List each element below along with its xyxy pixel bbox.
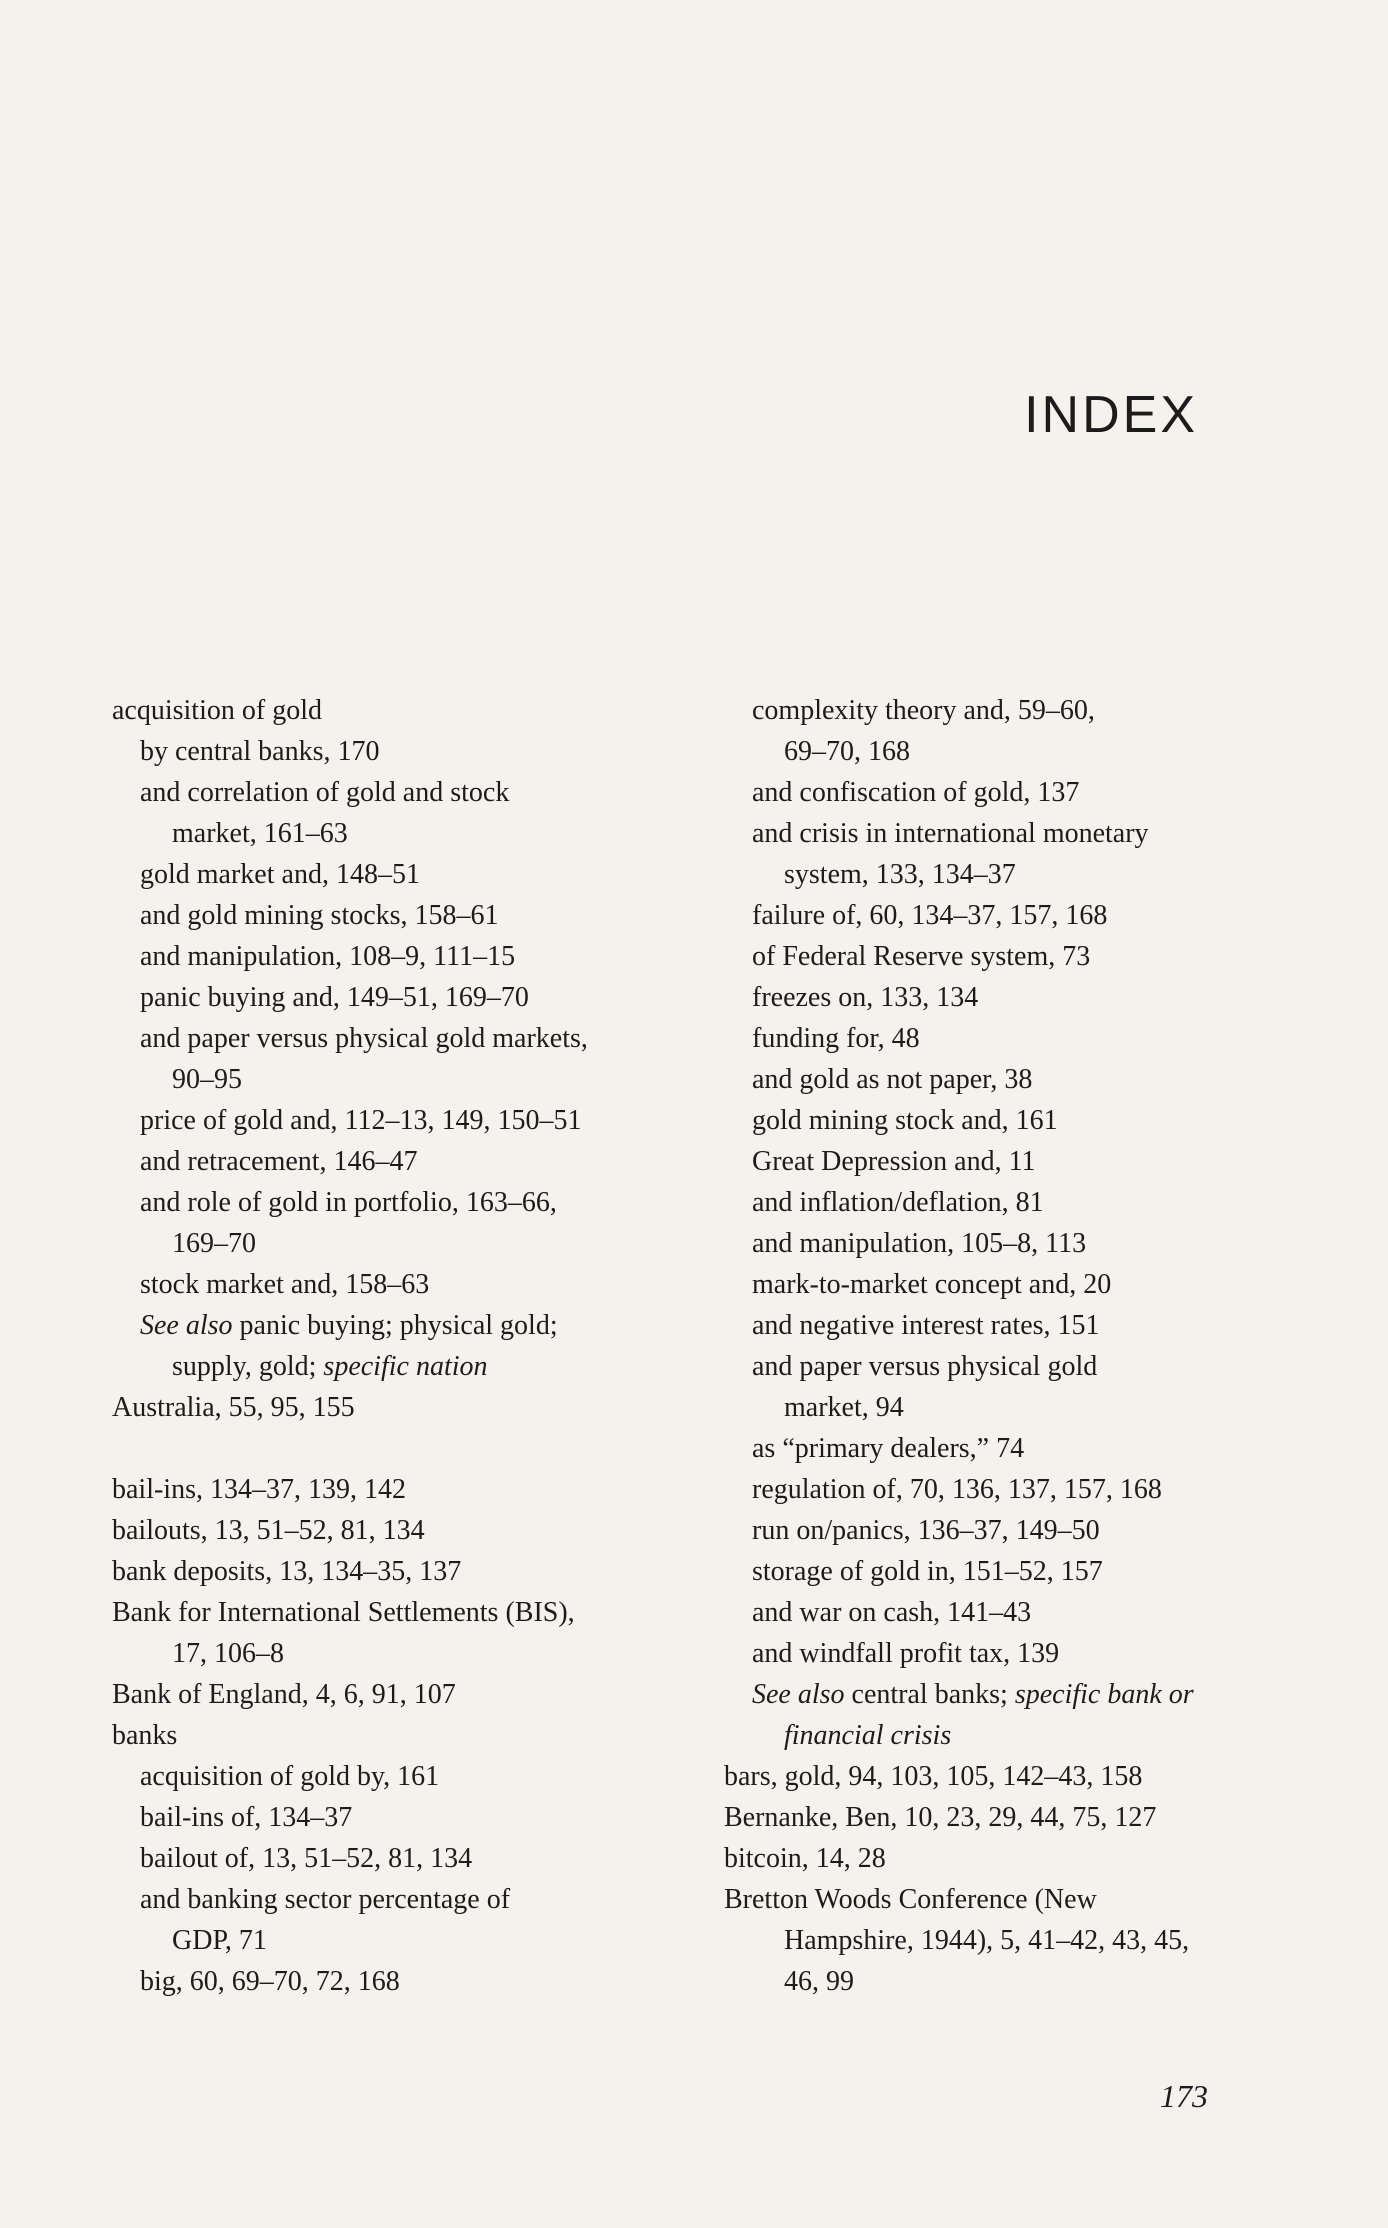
index-subentry: panic buying and, 149–51, 169–70 — [140, 982, 529, 1013]
index-subentry: run on/panics, 136–37, 149–50 — [752, 1515, 1100, 1546]
index-subentry: and inflation/deflation, 81 — [752, 1187, 1044, 1218]
index-subentry: and retracement, 146–47 — [140, 1146, 418, 1177]
index-subentry: bailout of, 13, 51–52, 81, 134 — [140, 1843, 473, 1874]
index-subentry: Great Depression and, 11 — [752, 1146, 1036, 1177]
index-subentry: gold market and, 148–51 — [140, 859, 420, 890]
index-entry: acquisition of gold — [112, 695, 322, 726]
index-column-left — [112, 690, 672, 2002]
index-subentry: 17, 106–8 — [172, 1638, 284, 1669]
page-number: 173 — [1160, 2078, 1208, 2114]
index-subentry: 169–70 — [172, 1228, 256, 1259]
index-subentry: funding for, 48 — [752, 1023, 920, 1054]
index-subentry: 46, 99 — [784, 1966, 854, 1997]
index-subentry: and banking sector percentage of — [140, 1884, 511, 1915]
index-subentry: and paper versus physical gold markets, — [140, 1023, 588, 1054]
index-subentry: bail-ins of, 134–37 — [140, 1802, 353, 1833]
index-subentry: supply, gold; specific nation — [172, 1351, 488, 1382]
index-spacer — [112, 1428, 672, 1469]
index-subentry: stock market and, 158–63 — [140, 1269, 430, 1300]
index-subentry: and negative interest rates, 151 — [752, 1310, 1100, 1341]
index-subentry: and windfall profit tax, 139 — [752, 1638, 1060, 1669]
index-subentry: and paper versus physical gold — [752, 1351, 1098, 1382]
index-subentry: failure of, 60, 134–37, 157, 168 — [752, 900, 1108, 931]
index-subentry: market, 94 — [784, 1392, 904, 1423]
index-subentry: freezes on, 133, 134 — [752, 982, 979, 1013]
index-column-right — [724, 690, 1284, 2002]
index-subentry: 69–70, 168 — [784, 736, 910, 767]
index-subentry: and crisis in international monetary — [752, 818, 1149, 849]
index-entry: bank deposits, 13, 134–35, 137 — [112, 1556, 462, 1587]
index-subentry: GDP, 71 — [172, 1925, 267, 1956]
index-entry: Bank of England, 4, 6, 91, 107 — [112, 1679, 456, 1710]
index-subentry: storage of gold in, 151–52, 157 — [752, 1556, 1103, 1587]
index-subentry: as “primary dealers,” 74 — [752, 1433, 1025, 1464]
index-heading: INDEX — [1024, 386, 1198, 444]
index-subentry: mark-to-market concept and, 20 — [752, 1269, 1112, 1300]
index-subentry: price of gold and, 112–13, 149, 150–51 — [140, 1105, 582, 1136]
index-subentry: system, 133, 134–37 — [784, 859, 1016, 890]
index-subentry: acquisition of gold by, 161 — [140, 1761, 440, 1792]
index-subentry: gold mining stock and, 161 — [752, 1105, 1058, 1136]
index-subentry: and manipulation, 108–9, 111–15 — [140, 941, 516, 972]
index-subentry: market, 161–63 — [172, 818, 348, 849]
index-subentry: big, 60, 69–70, 72, 168 — [140, 1966, 400, 1997]
index-subentry: and manipulation, 105–8, 113 — [752, 1228, 1087, 1259]
index-subentry: and confiscation of gold, 137 — [752, 777, 1080, 808]
index-subentry: complexity theory and, 59–60, — [752, 695, 1095, 726]
index-subentry: See also panic buying; physical gold; — [140, 1310, 558, 1341]
index-entry: Bank for International Settlements (BIS), — [112, 1597, 575, 1628]
index-entry: bitcoin, 14, 28 — [724, 1843, 886, 1874]
index-subentry: and gold mining stocks, 158–61 — [140, 900, 499, 931]
index-subentry: and war on cash, 141–43 — [752, 1597, 1032, 1628]
index-subentry: regulation of, 70, 136, 137, 157, 168 — [752, 1474, 1162, 1505]
index-subentry: See also central banks; specific bank or — [752, 1679, 1194, 1710]
index-subentry: Hampshire, 1944), 5, 41–42, 43, 45, — [784, 1925, 1190, 1956]
index-entry: Australia, 55, 95, 155 — [112, 1392, 355, 1423]
index-subentry: 90–95 — [172, 1064, 242, 1095]
index-entry: bailouts, 13, 51–52, 81, 134 — [112, 1515, 425, 1546]
index-subentry: and correlation of gold and stock — [140, 777, 510, 808]
index-subentry: financial crisis — [784, 1720, 952, 1751]
index-entry: banks — [112, 1720, 178, 1751]
index-subentry: and gold as not paper, 38 — [752, 1064, 1033, 1095]
index-subentry: by central banks, 170 — [140, 736, 380, 767]
index-subentry: of Federal Reserve system, 73 — [752, 941, 1091, 972]
index-entry: bail-ins, 134–37, 139, 142 — [112, 1474, 406, 1505]
index-entry: bars, gold, 94, 103, 105, 142–43, 158 — [724, 1761, 1143, 1792]
index-entry: Bretton Woods Conference (New — [724, 1884, 1097, 1915]
index-entry: Bernanke, Ben, 10, 23, 29, 44, 75, 127 — [724, 1802, 1157, 1833]
index-subentry: and role of gold in portfolio, 163–66, — [140, 1187, 557, 1218]
